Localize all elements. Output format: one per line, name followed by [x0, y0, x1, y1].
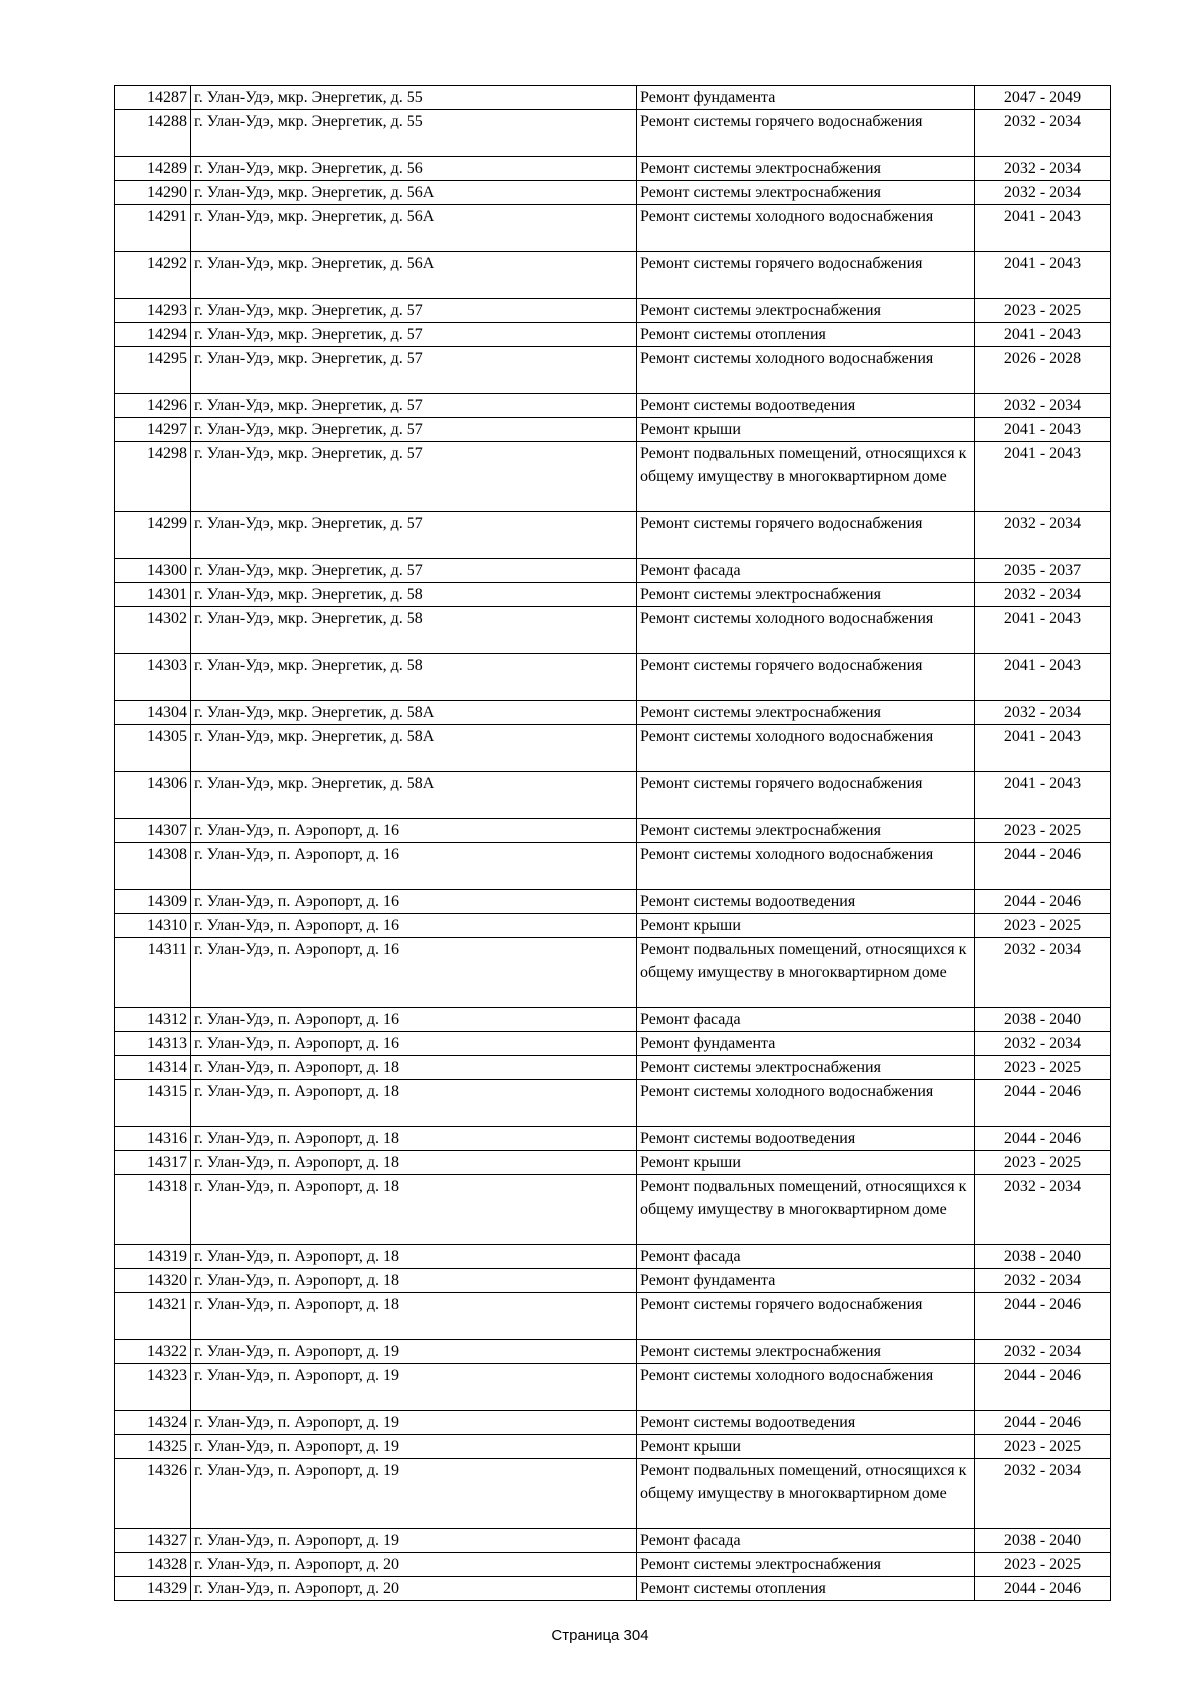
work-type-cell: Ремонт системы горячего водоснабжения: [637, 772, 975, 819]
work-type-cell: Ремонт подвальных помещений, относящихся к общему имуществу в многоквартирном доме: [637, 1459, 975, 1529]
table-row: [115, 1127, 1111, 1151]
work-type-cell: Ремонт системы холодного водоснабжения: [637, 843, 975, 890]
period-cell: 2038 - 2040: [975, 1008, 1111, 1032]
table-row: [115, 772, 1111, 819]
period-cell: 2032 - 2034: [975, 1032, 1111, 1056]
address-cell: г. Улан-Удэ, мкр. Энергетик, д. 57: [191, 347, 637, 394]
address-cell: г. Улан-Удэ, п. Аэропорт, д. 20: [191, 1553, 637, 1577]
table-row: [115, 1245, 1111, 1269]
table-row: [115, 701, 1111, 725]
table-row: [115, 654, 1111, 701]
row-number-cell: 14304: [115, 701, 191, 725]
table-row: [115, 110, 1111, 157]
period-cell: 2032 - 2034: [975, 512, 1111, 559]
row-number-cell: 14295: [115, 347, 191, 394]
table-row: [115, 1553, 1111, 1577]
table-row: [115, 890, 1111, 914]
work-type-cell: Ремонт системы электроснабжения: [637, 701, 975, 725]
address-cell: г. Улан-Удэ, мкр. Энергетик, д. 58: [191, 654, 637, 701]
address-cell: г. Улан-Удэ, мкр. Энергетик, д. 55: [191, 86, 637, 110]
row-number-cell: 14308: [115, 843, 191, 890]
work-type-cell: Ремонт подвальных помещений, относящихся к общему имуществу в многоквартирном доме: [637, 938, 975, 1008]
period-cell: 2032 - 2034: [975, 394, 1111, 418]
work-type-cell: Ремонт фасада: [637, 559, 975, 583]
period-cell: 2041 - 2043: [975, 442, 1111, 512]
period-cell: 2041 - 2043: [975, 607, 1111, 654]
table-row: [115, 418, 1111, 442]
work-type-cell: Ремонт системы горячего водоснабжения: [637, 110, 975, 157]
row-number-cell: 14303: [115, 654, 191, 701]
work-type-cell: Ремонт системы холодного водоснабжения: [637, 607, 975, 654]
row-number-cell: 14291: [115, 205, 191, 252]
address-cell: г. Улан-Удэ, п. Аэропорт, д. 16: [191, 890, 637, 914]
work-type-cell: Ремонт фасада: [637, 1008, 975, 1032]
work-type-cell: Ремонт системы электроснабжения: [637, 299, 975, 323]
table-row: [115, 157, 1111, 181]
work-type-cell: Ремонт системы водоотведения: [637, 1411, 975, 1435]
table-row: [115, 1529, 1111, 1553]
table-row: [115, 347, 1111, 394]
row-number-cell: 14306: [115, 772, 191, 819]
table-row: [115, 1435, 1111, 1459]
period-cell: 2032 - 2034: [975, 1459, 1111, 1529]
table-row: [115, 1032, 1111, 1056]
period-cell: 2023 - 2025: [975, 1553, 1111, 1577]
period-cell: 2044 - 2046: [975, 843, 1111, 890]
address-cell: г. Улан-Удэ, п. Аэропорт, д. 19: [191, 1411, 637, 1435]
row-number-cell: 14327: [115, 1529, 191, 1553]
row-number-cell: 14318: [115, 1175, 191, 1245]
work-type-cell: Ремонт системы холодного водоснабжения: [637, 205, 975, 252]
address-cell: г. Улан-Удэ, п. Аэропорт, д. 16: [191, 843, 637, 890]
period-cell: 2035 - 2037: [975, 559, 1111, 583]
table-row: [115, 1577, 1111, 1601]
work-type-cell: Ремонт системы водоотведения: [637, 1127, 975, 1151]
work-type-cell: Ремонт системы горячего водоснабжения: [637, 1293, 975, 1340]
work-type-cell: Ремонт системы горячего водоснабжения: [637, 654, 975, 701]
row-number-cell: 14324: [115, 1411, 191, 1435]
work-type-cell: Ремонт системы холодного водоснабжения: [637, 1080, 975, 1127]
address-cell: г. Улан-Удэ, мкр. Энергетик, д. 56А: [191, 252, 637, 299]
table-row: [115, 559, 1111, 583]
work-type-cell: Ремонт системы холодного водоснабжения: [637, 1364, 975, 1411]
address-cell: г. Улан-Удэ, мкр. Энергетик, д. 57: [191, 559, 637, 583]
row-number-cell: 14299: [115, 512, 191, 559]
table-row: [115, 1269, 1111, 1293]
work-type-cell: Ремонт крыши: [637, 1151, 975, 1175]
work-type-cell: Ремонт крыши: [637, 914, 975, 938]
work-type-cell: Ремонт подвальных помещений, относящихся к общему имуществу в многоквартирном доме: [637, 1175, 975, 1245]
address-cell: г. Улан-Удэ, п. Аэропорт, д. 19: [191, 1435, 637, 1459]
address-cell: г. Улан-Удэ, п. Аэропорт, д. 18: [191, 1269, 637, 1293]
table-row: [115, 442, 1111, 512]
row-number-cell: 14288: [115, 110, 191, 157]
row-number-cell: 14322: [115, 1340, 191, 1364]
address-cell: г. Улан-Удэ, мкр. Энергетик, д. 57: [191, 442, 637, 512]
table-row: [115, 607, 1111, 654]
table-row: [115, 819, 1111, 843]
work-type-cell: Ремонт системы водоотведения: [637, 394, 975, 418]
table-row: [115, 181, 1111, 205]
row-number-cell: 14321: [115, 1293, 191, 1340]
work-type-cell: Ремонт фасада: [637, 1245, 975, 1269]
work-type-cell: Ремонт системы электроснабжения: [637, 583, 975, 607]
work-type-cell: Ремонт фундамента: [637, 86, 975, 110]
work-type-cell: Ремонт системы отопления: [637, 1577, 975, 1601]
row-number-cell: 14294: [115, 323, 191, 347]
period-cell: 2032 - 2034: [975, 1175, 1111, 1245]
row-number-cell: 14328: [115, 1553, 191, 1577]
table-row: [115, 512, 1111, 559]
address-cell: г. Улан-Удэ, мкр. Энергетик, д. 58А: [191, 772, 637, 819]
address-cell: г. Улан-Удэ, п. Аэропорт, д. 18: [191, 1080, 637, 1127]
address-cell: г. Улан-Удэ, мкр. Энергетик, д. 55: [191, 110, 637, 157]
period-cell: 2032 - 2034: [975, 1340, 1111, 1364]
address-cell: г. Улан-Удэ, мкр. Энергетик, д. 56А: [191, 181, 637, 205]
work-type-cell: Ремонт системы электроснабжения: [637, 819, 975, 843]
period-cell: 2041 - 2043: [975, 418, 1111, 442]
row-number-cell: 14329: [115, 1577, 191, 1601]
address-cell: г. Улан-Удэ, п. Аэропорт, д. 18: [191, 1127, 637, 1151]
address-cell: г. Улан-Удэ, п. Аэропорт, д. 20: [191, 1577, 637, 1601]
repair-schedule-table: [114, 85, 1111, 1601]
period-cell: 2032 - 2034: [975, 583, 1111, 607]
address-cell: г. Улан-Удэ, п. Аэропорт, д. 19: [191, 1364, 637, 1411]
row-number-cell: 14293: [115, 299, 191, 323]
work-type-cell: Ремонт крыши: [637, 418, 975, 442]
address-cell: г. Улан-Удэ, п. Аэропорт, д. 16: [191, 938, 637, 1008]
period-cell: 2026 - 2028: [975, 347, 1111, 394]
period-cell: 2041 - 2043: [975, 252, 1111, 299]
period-cell: 2044 - 2046: [975, 1080, 1111, 1127]
address-cell: г. Улан-Удэ, п. Аэропорт, д. 16: [191, 1008, 637, 1032]
row-number-cell: 14289: [115, 157, 191, 181]
row-number-cell: 14311: [115, 938, 191, 1008]
period-cell: 2041 - 2043: [975, 725, 1111, 772]
address-cell: г. Улан-Удэ, п. Аэропорт, д. 19: [191, 1340, 637, 1364]
table-row: [115, 205, 1111, 252]
row-number-cell: 14296: [115, 394, 191, 418]
work-type-cell: Ремонт системы горячего водоснабжения: [637, 252, 975, 299]
address-cell: г. Улан-Удэ, мкр. Энергетик, д. 57: [191, 394, 637, 418]
row-number-cell: 14312: [115, 1008, 191, 1032]
row-number-cell: 14305: [115, 725, 191, 772]
table-row: [115, 583, 1111, 607]
period-cell: 2044 - 2046: [975, 1364, 1111, 1411]
period-cell: 2023 - 2025: [975, 914, 1111, 938]
table-row: [115, 86, 1111, 110]
table-row: [115, 252, 1111, 299]
work-type-cell: Ремонт системы электроснабжения: [637, 1553, 975, 1577]
work-type-cell: Ремонт системы электроснабжения: [637, 181, 975, 205]
period-cell: 2041 - 2043: [975, 205, 1111, 252]
work-type-cell: Ремонт системы холодного водоснабжения: [637, 347, 975, 394]
work-type-cell: Ремонт подвальных помещений, относящихся к общему имуществу в многоквартирном доме: [637, 442, 975, 512]
address-cell: г. Улан-Удэ, п. Аэропорт, д. 16: [191, 1032, 637, 1056]
row-number-cell: 14290: [115, 181, 191, 205]
period-cell: 2044 - 2046: [975, 1293, 1111, 1340]
row-number-cell: 14316: [115, 1127, 191, 1151]
table-row: [115, 1008, 1111, 1032]
period-cell: 2041 - 2043: [975, 772, 1111, 819]
table-row: [115, 323, 1111, 347]
work-type-cell: Ремонт системы отопления: [637, 323, 975, 347]
table-row: [115, 914, 1111, 938]
address-cell: г. Улан-Удэ, мкр. Энергетик, д. 58А: [191, 725, 637, 772]
row-number-cell: 14313: [115, 1032, 191, 1056]
period-cell: 2032 - 2034: [975, 1269, 1111, 1293]
period-cell: 2032 - 2034: [975, 157, 1111, 181]
address-cell: г. Улан-Удэ, мкр. Энергетик, д. 57: [191, 323, 637, 347]
row-number-cell: 14300: [115, 559, 191, 583]
page-number: Страница 304: [551, 1627, 649, 1644]
work-type-cell: Ремонт системы водоотведения: [637, 890, 975, 914]
period-cell: 2038 - 2040: [975, 1245, 1111, 1269]
address-cell: г. Улан-Удэ, п. Аэропорт, д. 18: [191, 1293, 637, 1340]
table-row: [115, 1056, 1111, 1080]
table-row: [115, 1340, 1111, 1364]
period-cell: 2038 - 2040: [975, 1529, 1111, 1553]
row-number-cell: 14320: [115, 1269, 191, 1293]
address-cell: г. Улан-Удэ, п. Аэропорт, д. 18: [191, 1151, 637, 1175]
work-type-cell: Ремонт крыши: [637, 1435, 975, 1459]
work-type-cell: Ремонт системы холодного водоснабжения: [637, 725, 975, 772]
address-cell: г. Улан-Удэ, мкр. Энергетик, д. 57: [191, 418, 637, 442]
table-row: [115, 394, 1111, 418]
address-cell: г. Улан-Удэ, п. Аэропорт, д. 18: [191, 1245, 637, 1269]
address-cell: г. Улан-Удэ, п. Аэропорт, д. 19: [191, 1529, 637, 1553]
work-type-cell: Ремонт системы горячего водоснабжения: [637, 512, 975, 559]
period-cell: 2032 - 2034: [975, 701, 1111, 725]
table-row: [115, 938, 1111, 1008]
period-cell: 2044 - 2046: [975, 890, 1111, 914]
work-type-cell: Ремонт системы электроснабжения: [637, 1340, 975, 1364]
table-body: [115, 86, 1111, 1601]
table-row: [115, 1080, 1111, 1127]
address-cell: г. Улан-Удэ, мкр. Энергетик, д. 56: [191, 157, 637, 181]
address-cell: г. Улан-Удэ, п. Аэропорт, д. 18: [191, 1056, 637, 1080]
table-row: [115, 1411, 1111, 1435]
row-number-cell: 14310: [115, 914, 191, 938]
work-type-cell: Ремонт системы электроснабжения: [637, 1056, 975, 1080]
period-cell: 2032 - 2034: [975, 938, 1111, 1008]
work-type-cell: Ремонт фасада: [637, 1529, 975, 1553]
period-cell: 2023 - 2025: [975, 819, 1111, 843]
row-number-cell: 14325: [115, 1435, 191, 1459]
address-cell: г. Улан-Удэ, п. Аэропорт, д. 16: [191, 819, 637, 843]
table-row: [115, 1459, 1111, 1529]
table-row: [115, 1175, 1111, 1245]
work-type-cell: Ремонт фундамента: [637, 1032, 975, 1056]
table-row: [115, 1364, 1111, 1411]
work-type-cell: Ремонт фундамента: [637, 1269, 975, 1293]
row-number-cell: 14319: [115, 1245, 191, 1269]
address-cell: г. Улан-Удэ, мкр. Энергетик, д. 57: [191, 299, 637, 323]
address-cell: г. Улан-Удэ, мкр. Энергетик, д. 56А: [191, 205, 637, 252]
row-number-cell: 14298: [115, 442, 191, 512]
table-row: [115, 1293, 1111, 1340]
work-type-cell: Ремонт системы электроснабжения: [637, 157, 975, 181]
period-cell: 2044 - 2046: [975, 1127, 1111, 1151]
period-cell: 2041 - 2043: [975, 323, 1111, 347]
period-cell: 2023 - 2025: [975, 299, 1111, 323]
period-cell: 2023 - 2025: [975, 1151, 1111, 1175]
table-row: [115, 725, 1111, 772]
row-number-cell: 14307: [115, 819, 191, 843]
address-cell: г. Улан-Удэ, мкр. Энергетик, д. 58: [191, 607, 637, 654]
row-number-cell: 14323: [115, 1364, 191, 1411]
period-cell: 2044 - 2046: [975, 1577, 1111, 1601]
period-cell: 2023 - 2025: [975, 1056, 1111, 1080]
period-cell: 2032 - 2034: [975, 181, 1111, 205]
row-number-cell: 14314: [115, 1056, 191, 1080]
address-cell: г. Улан-Удэ, мкр. Энергетик, д. 57: [191, 512, 637, 559]
row-number-cell: 14326: [115, 1459, 191, 1529]
address-cell: г. Улан-Удэ, мкр. Энергетик, д. 58: [191, 583, 637, 607]
period-cell: 2044 - 2046: [975, 1411, 1111, 1435]
period-cell: 2023 - 2025: [975, 1435, 1111, 1459]
row-number-cell: 14309: [115, 890, 191, 914]
table-row: [115, 1151, 1111, 1175]
period-cell: 2041 - 2043: [975, 654, 1111, 701]
row-number-cell: 14317: [115, 1151, 191, 1175]
row-number-cell: 14287: [115, 86, 191, 110]
row-number-cell: 14302: [115, 607, 191, 654]
address-cell: г. Улан-Удэ, мкр. Энергетик, д. 58А: [191, 701, 637, 725]
table-row: [115, 843, 1111, 890]
table-row: [115, 299, 1111, 323]
period-cell: 2032 - 2034: [975, 110, 1111, 157]
row-number-cell: 14315: [115, 1080, 191, 1127]
row-number-cell: 14292: [115, 252, 191, 299]
row-number-cell: 14301: [115, 583, 191, 607]
row-number-cell: 14297: [115, 418, 191, 442]
address-cell: г. Улан-Удэ, п. Аэропорт, д. 16: [191, 914, 637, 938]
period-cell: 2047 - 2049: [975, 86, 1111, 110]
address-cell: г. Улан-Удэ, п. Аэропорт, д. 19: [191, 1459, 637, 1529]
address-cell: г. Улан-Удэ, п. Аэропорт, д. 18: [191, 1175, 637, 1245]
